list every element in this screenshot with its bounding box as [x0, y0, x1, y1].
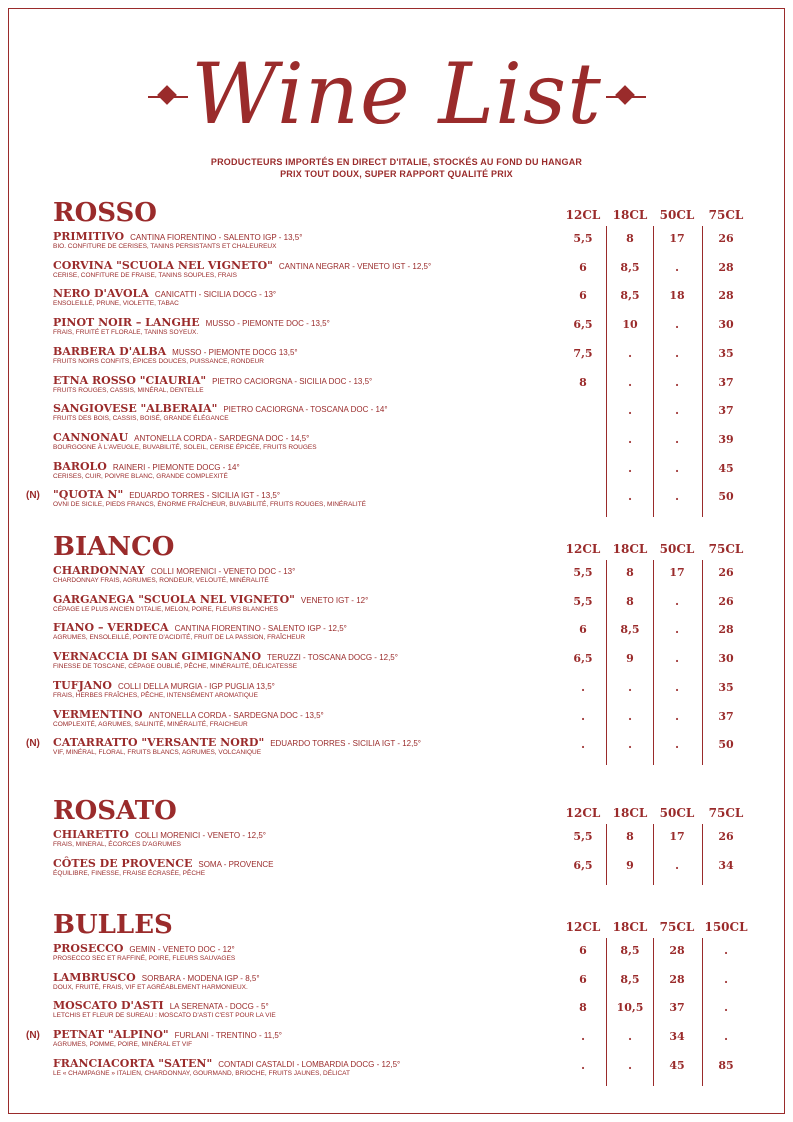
wine-description: FRAIS, HERBES FRAÎCHES, PÊCHE, INTENSÉMENT AROMATIQUE [53, 691, 258, 699]
price-18cl: 9 [626, 858, 634, 872]
wine-name: CATARRATTO "VERSANTE NORD" [53, 736, 265, 750]
price-12cl: . [581, 1058, 585, 1072]
wine-description: ENSOLEILLÉ, PRUNE, VIOLETTE, TABAC [53, 300, 179, 308]
price-50cl: . [675, 680, 679, 694]
wine-name: CORVINA "SCUOLA NEL VIGNETO" [53, 258, 273, 272]
wine-name: FIANO – VERDECA [53, 621, 169, 635]
wine-name: ETNA ROSSO "CIAURIA" [53, 373, 207, 387]
wine-row [0, 564, 793, 592]
column-header: 18CL [612, 542, 648, 556]
column-header: 12CL [565, 542, 601, 556]
wine-description: CERISE, CONFITURE DE FRAISE, TANINS SOUPLES, FRAIS [53, 271, 237, 279]
wine-row [0, 999, 793, 1027]
new-marker: (N) [26, 1030, 40, 1042]
price-150cl: . [724, 972, 728, 986]
wine-row [0, 259, 793, 287]
price-75cl: 39 [718, 432, 734, 446]
section-title: ROSATO [53, 796, 177, 826]
wine-producer: VENETO IGT - 12° [300, 595, 369, 605]
price-75cl: 37 [718, 404, 734, 418]
price-18cl: 9 [626, 652, 634, 666]
price-18cl: 8,5 [620, 944, 640, 957]
wine-name: BAROLO [53, 459, 107, 473]
price-50cl: . [675, 346, 679, 360]
price-12cl: . [581, 738, 585, 752]
wine-producer: PIETRO CACIORGNA - SICILIA DOC - 13,5° [212, 376, 373, 386]
wine-producer: CONTADI CASTALDI - LOMBARDIA DOCG - 12,5° [218, 1059, 401, 1069]
wine-row [0, 621, 793, 649]
wine-row [0, 650, 793, 678]
price-75cl: 30 [718, 652, 734, 666]
price-18cl: 8 [626, 232, 634, 245]
column-header: 18CL [612, 920, 648, 934]
price-18cl: . [628, 490, 632, 504]
wine-row [0, 460, 793, 488]
price-50cl: . [675, 404, 679, 418]
subtitle-line-2: PRIX TOUT DOUX, SUPER RAPPORT QUALITÉ PRIX [280, 169, 513, 179]
wine-name: PROSECCO [53, 942, 124, 955]
wine-name-line [53, 1028, 282, 1042]
price-12cl: 5,5 [573, 232, 593, 245]
page-title: Wine List [191, 45, 602, 143]
wine-row [0, 402, 793, 430]
wine-row [0, 593, 793, 621]
price-18cl: . [628, 680, 632, 694]
price-75cl: 28 [718, 289, 734, 303]
price-75cl: 28 [669, 944, 685, 957]
price-50cl: . [675, 432, 679, 446]
price-18cl: . [628, 346, 632, 360]
wine-row [0, 488, 793, 516]
section-title: BIANCO [53, 532, 175, 562]
wine-name: GARGANEGA "SCUOLA NEL VIGNETO" [53, 592, 295, 606]
price-12cl: 6 [579, 289, 587, 303]
subtitle-line-1: PRODUCTEURS IMPORTÉS EN DIRECT D'ITALIE, STOCKÉS AU FOND DU HANGAR [210, 157, 583, 167]
column-header: 75CL [708, 542, 744, 556]
price-75cl: 37 [718, 709, 734, 723]
wine-description: DOUX, FRUITÉ, FRAIS, VIF ET AGRÉABLEMENT HARMONIEUX. [53, 983, 248, 991]
wine-producer: CANICATTI - SICILIA DOCG - 13° [154, 290, 277, 300]
section-title: BULLES [53, 910, 173, 940]
wine-row [0, 287, 793, 315]
price-50cl: 17 [669, 566, 685, 579]
price-12cl: 6 [579, 623, 587, 637]
wine-name: MOSCATO D'ASTI [53, 999, 164, 1013]
wine-name-line [53, 999, 269, 1013]
wine-producer: FURLANI - TRENTINO - 11,5° [174, 1031, 283, 1041]
wine-producer: RAINERI - PIEMONTE DOCG - 14° [112, 462, 240, 472]
price-75cl: 50 [718, 738, 734, 752]
price-150cl: 85 [718, 1058, 734, 1072]
wine-producer: COLLI DELLA MURGIA - IGP PUGLIA 13,5° [117, 681, 275, 691]
wine-description: FINESSE DE TOSCANE, CÉPAGE OUBLIÉ, PÊCHE, MINÉRALITÉ, DÉLICATESSE [53, 663, 298, 671]
wine-name: FRANCIACORTA "SATEN" [53, 1056, 213, 1070]
wine-name: "QUOTA N" [53, 488, 124, 502]
wine-row [0, 316, 793, 344]
wine-producer: GEMIN - VENETO DOC - 12° [129, 945, 235, 954]
wine-producer: COLLI MORENICI - VENETO - 12,5° [134, 831, 267, 840]
price-12cl: 5,5 [573, 830, 593, 843]
column-header: 50CL [659, 806, 695, 820]
subtitle [0, 156, 793, 180]
wine-row [0, 1028, 793, 1056]
wine-name-line [53, 230, 302, 244]
price-12cl: 8 [579, 1001, 587, 1015]
new-marker: (N) [26, 490, 40, 502]
price-75cl: 28 [718, 260, 734, 274]
price-150cl: . [724, 944, 728, 957]
wine-row [0, 679, 793, 707]
wine-description: FRUITS NOIRS CONFITS, ÉPICES DOUCES, PUISSANCE, RONDEUR [53, 357, 264, 365]
price-12cl: 6,5 [573, 652, 593, 666]
price-75cl: 26 [718, 594, 734, 608]
wine-description: BOURGOGNE À L'AVEUGLE, BUVABILITÉ, SOLEIL, CERISE ÉPICÉE, FRUITS ROUGES [53, 443, 317, 451]
price-75cl: 26 [718, 566, 734, 579]
wine-row [0, 828, 793, 856]
column-header: 50CL [659, 208, 695, 222]
wine-producer: COLLI MORENICI - VENETO DOC - 13° [150, 567, 296, 576]
price-12cl: . [581, 1030, 585, 1044]
wine-name: VERNACCIA DI SAN GIMIGNANO [53, 650, 262, 664]
wine-description: OVNI DE SICILE, PIEDS FRANCS, ÉNORME FRAÎCHEUR, BUVABILITÉ, FRUITS ROUGES, MINÉRALITÉ [53, 501, 367, 509]
column-header: 50CL [659, 542, 695, 556]
price-50cl: . [675, 738, 679, 752]
price-18cl: 8,5 [620, 289, 640, 303]
wine-name-line [53, 345, 298, 359]
wine-description: CHARDONNAY FRAIS, AGRUMES, RONDEUR, VELOUTÉ, MINÉRALITÉ [53, 577, 269, 584]
wine-name: VERMENTINO [53, 707, 143, 721]
wine-name: CANNONAU [53, 430, 129, 444]
price-18cl: 8,5 [620, 623, 640, 637]
wine-row [0, 708, 793, 736]
price-75cl: 37 [718, 375, 734, 389]
wine-name: TUFJANO [53, 678, 112, 692]
price-50cl: . [675, 260, 679, 274]
column-header: 12CL [565, 208, 601, 222]
wine-name: CHIARETTO [53, 828, 129, 841]
wine-name-line [53, 564, 295, 578]
wine-producer: SORBARA - MODENA IGP - 8,5° [141, 973, 260, 983]
price-75cl: 45 [718, 461, 734, 475]
price-18cl: 8,5 [620, 260, 640, 274]
wine-name-line [53, 971, 260, 985]
wine-name: CHARDONNAY [53, 564, 145, 577]
price-50cl: 18 [669, 289, 685, 303]
wine-description: LE « CHAMPAGNE » ITALIEN, CHARDONNAY, GOURMAND, BRIOCHE, FRUITS JAUNES, DÉLICAT [53, 1069, 351, 1077]
wine-row [0, 1057, 793, 1085]
wine-name-line [53, 316, 330, 330]
price-18cl: 8 [626, 830, 634, 843]
wine-producer: CANTINA NEGRAR - VENETO IGT - 12,5° [278, 261, 432, 271]
wine-name-line [53, 942, 235, 956]
wine-description: ÉQUILIBRE, FINESSE, FRAISE ÉCRASÉE, PÊCHE [53, 869, 206, 877]
wine-description: CÉPAGE LE PLUS ANCIEN D'ITALIE, MELON, POIRE, FLEURS BLANCHES [53, 605, 278, 613]
price-75cl: 45 [669, 1058, 685, 1072]
wine-description: CERISES, CUIR, POIVRE BLANC, GRANDE COMPLEXITÉ [53, 472, 228, 480]
wine-description: AGRUMES, POMME, POIRE, MINÉRAL ET VIF [53, 1041, 193, 1049]
wine-row [0, 345, 793, 373]
price-75cl: 50 [718, 490, 734, 504]
wine-description: PROSECCO SEC ET RAFFINÉ, POIRE, FLEURS SAUVAGES [53, 955, 236, 962]
wine-producer: CANTINA FIORENTINO - SALENTO IGP - 12,5° [174, 624, 347, 634]
price-18cl: . [628, 1030, 632, 1044]
wine-name-line [53, 708, 324, 722]
wine-description: AGRUMES, ENSOLEILLÉ, POINTE D'ACIDITÉ, FRUIT DE LA PASSION, FRAÎCHEUR [53, 634, 306, 642]
wine-name: LAMBRUSCO [53, 970, 136, 984]
wine-row [0, 736, 793, 764]
wine-producer: TERUZZI - TOSCANA DOCG - 12,5° [267, 653, 398, 663]
wine-name: SANGIOVESE "ALBERAIA" [53, 402, 218, 416]
price-75cl: 28 [669, 972, 685, 986]
wine-name: CÔTES DE PROVENCE [53, 856, 193, 870]
price-18cl: 8,5 [620, 972, 640, 986]
price-12cl: 6,5 [573, 318, 593, 332]
wine-producer: SOMA - PROVENCE [198, 859, 274, 869]
price-12cl: 5,5 [573, 594, 593, 608]
wine-producer: LA SERENATA - DOCG - 5° [169, 1002, 269, 1012]
wine-name: NERO D'AVOLA [53, 287, 149, 301]
price-12cl: 5,5 [573, 566, 593, 579]
price-75cl: 35 [718, 346, 734, 360]
price-75cl: 28 [718, 623, 734, 637]
price-12cl: 6 [579, 260, 587, 274]
price-18cl: . [628, 709, 632, 723]
price-12cl: . [581, 680, 585, 694]
price-18cl: 8 [626, 594, 634, 608]
wine-name-line [53, 650, 398, 664]
wine-name-line [53, 374, 372, 388]
wine-producer: MUSSO - PIEMONTE DOCG 13,5° [172, 347, 298, 357]
wine-producer: CANTINA FIORENTINO - SALENTO IGP - 13,5° [130, 233, 303, 242]
wine-name-line [53, 679, 275, 693]
price-75cl: 35 [718, 680, 734, 694]
wine-row [0, 374, 793, 402]
price-50cl: . [675, 318, 679, 332]
wine-name-line [53, 431, 309, 445]
price-50cl: 17 [669, 232, 685, 245]
price-12cl: 6 [579, 972, 587, 986]
price-12cl: 8 [579, 375, 587, 389]
price-12cl: 7,5 [573, 346, 593, 360]
column-header: 12CL [565, 920, 601, 934]
wine-description: FRUITS ROUGES, CASSIS, MINÉRAL, DENTELLE [53, 386, 204, 394]
price-18cl: . [628, 461, 632, 475]
section-title: ROSSO [53, 198, 157, 228]
column-header: 75CL [708, 208, 744, 222]
wine-name-line [53, 857, 273, 871]
price-18cl: 10,5 [616, 1001, 644, 1015]
price-75cl: 34 [669, 1030, 685, 1044]
column-header: 18CL [612, 208, 648, 222]
price-50cl: . [675, 652, 679, 666]
price-50cl: . [675, 623, 679, 637]
price-12cl: . [581, 709, 585, 723]
price-50cl: . [675, 858, 679, 872]
price-50cl: 17 [669, 830, 685, 843]
column-header: 75CL [659, 920, 695, 934]
wine-row [0, 971, 793, 999]
wine-description: FRAIS, MINERAL, ÉCORCES D'AGRUMES [53, 841, 182, 848]
wine-name: PRIMITIVO [53, 230, 125, 243]
column-header: 18CL [612, 806, 648, 820]
wine-row [0, 942, 793, 970]
price-75cl: 26 [718, 830, 734, 843]
column-header: 12CL [565, 806, 601, 820]
wine-producer: ANTONELLA CORDA - SARDEGNA DOC - 13,5° [148, 710, 324, 720]
price-18cl: . [628, 432, 632, 446]
wine-producer: ANTONELLA CORDA - SARDEGNA DOC - 14,5° [134, 433, 310, 443]
price-18cl: 10 [622, 318, 638, 332]
column-header: 75CL [708, 806, 744, 820]
price-50cl: . [675, 375, 679, 389]
wine-name: PETNAT "ALPINO" [53, 1028, 169, 1042]
price-50cl: . [675, 461, 679, 475]
price-75cl: 30 [718, 318, 734, 332]
price-150cl: . [724, 1001, 728, 1015]
wine-name: BARBERA D'ALBA [53, 344, 167, 358]
wine-description: BIO. CONFITURE DE CERISES, TANINS PERSISTANTS ET CHALEUREUX [53, 243, 277, 250]
price-18cl: . [628, 404, 632, 418]
wine-description: FRAIS, FRUITÉ ET FLORALE, TANINS SOYEUX. [53, 329, 199, 337]
price-50cl: . [675, 709, 679, 723]
price-75cl: 37 [669, 1001, 685, 1015]
price-75cl: 26 [718, 232, 734, 245]
wine-producer: EDUARDO TORRES - SICILIA IGT - 13,5° [129, 491, 281, 501]
price-12cl: 6 [579, 944, 587, 957]
price-75cl: 34 [718, 858, 734, 872]
wine-name: PINOT NOIR – LANGHE [53, 316, 200, 330]
price-18cl: . [628, 738, 632, 752]
wine-name-line [53, 828, 266, 842]
price-150cl: . [724, 1030, 728, 1044]
price-50cl: . [675, 594, 679, 608]
wine-name-line [53, 460, 240, 474]
wine-row [0, 230, 793, 258]
wine-description: COMPLEXITÉ, AGRUMES, SALINITÉ, MINÉRALITÉ, FRAICHEUR [53, 720, 248, 728]
wine-name-line [53, 1057, 400, 1071]
wine-description: LETCHIS ET FLEUR DE SUREAU : MOSCATO D'ASTI C'EST POUR LA VIE [53, 1012, 276, 1020]
wine-row [0, 857, 793, 885]
price-18cl: . [628, 1058, 632, 1072]
price-12cl: 6,5 [573, 858, 593, 872]
wine-producer: PIETRO CACIORGNA - TOSCANA DOC - 14° [223, 405, 388, 415]
wine-producer: EDUARDO TORRES - SICILIA IGT - 12,5° [270, 739, 421, 749]
wine-name-line [53, 259, 431, 273]
price-50cl: . [675, 490, 679, 504]
price-18cl: 8 [626, 566, 634, 579]
wine-producer: MUSSO - PIEMONTE DOC - 13,5° [205, 319, 330, 329]
wine-row [0, 431, 793, 459]
wine-name-line [53, 593, 368, 607]
wine-description: VIF, MINÉRAL, FLORAL, FRUITS BLANCS, AGRUMES, VOLCANIQUE [53, 749, 262, 757]
column-header: 150CL [704, 920, 748, 934]
new-marker: (N) [26, 738, 40, 750]
price-18cl: . [628, 375, 632, 389]
wine-description: FRUITS DES BOIS, CASSIS, BOISÉ, GRANDE ÉLÉGANCE [53, 415, 229, 423]
